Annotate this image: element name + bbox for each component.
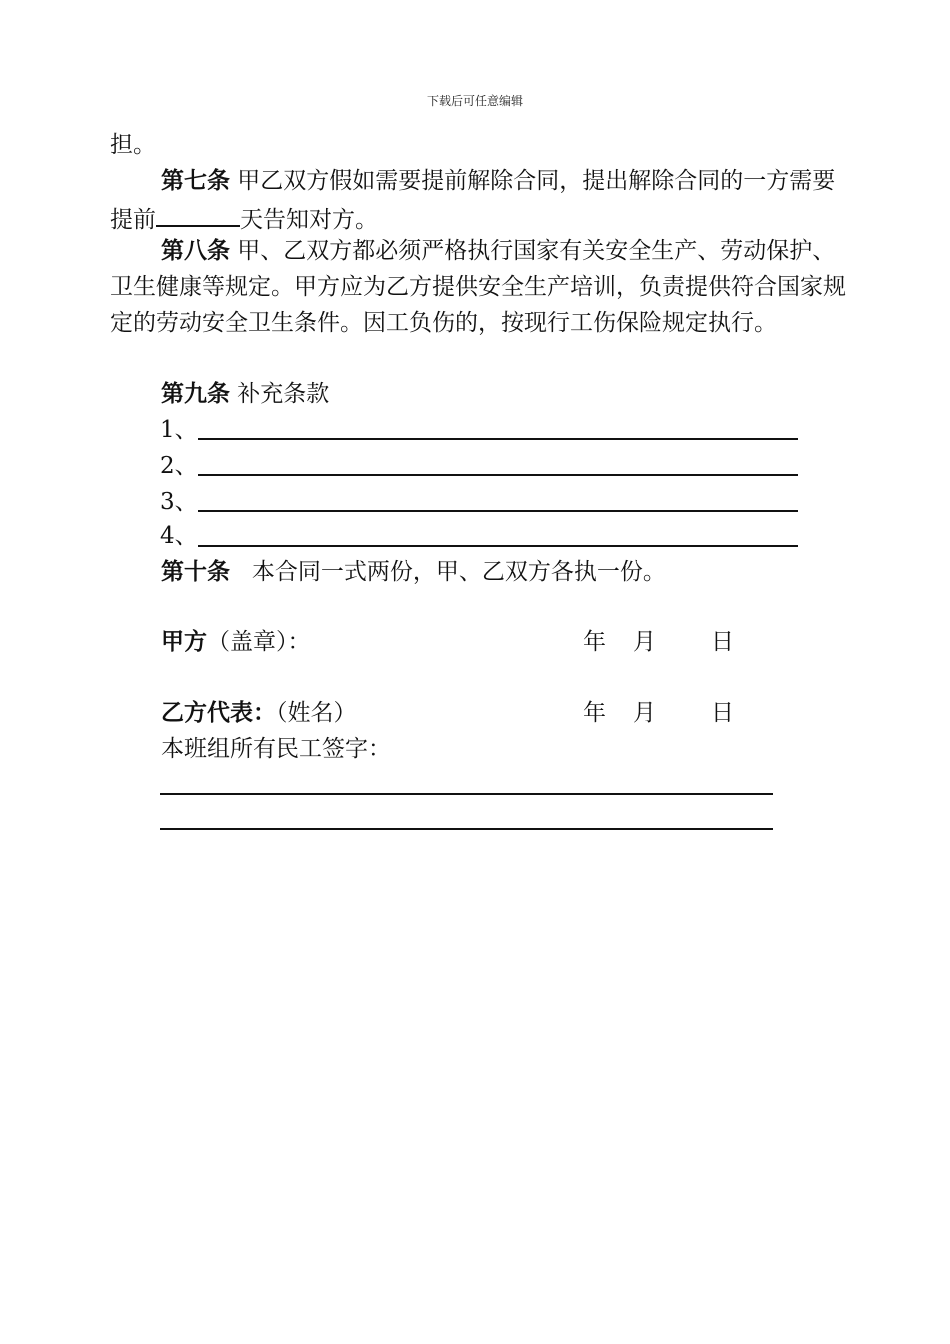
- party-b-day: 日: [711, 700, 734, 726]
- clause-item: [160, 412, 198, 448]
- clause-blank-line[interactable]: [198, 545, 798, 547]
- page-header: 下载后可任意编辑: [426, 94, 523, 108]
- article-8: [110, 233, 850, 341]
- clause-blank-line[interactable]: [198, 510, 798, 512]
- clause-item: [160, 518, 198, 554]
- clause-number: 2、: [160, 453, 198, 479]
- clause-number: 3、: [160, 489, 198, 515]
- party-b-note: （姓名）: [276, 700, 357, 726]
- article-9-text: 补充条款: [230, 381, 330, 407]
- clause-item: [160, 448, 198, 484]
- clause-number: 4、: [160, 523, 198, 549]
- clause-blank-line[interactable]: [198, 474, 798, 476]
- party-a-month: 月: [633, 629, 656, 655]
- article-8-text: 甲、乙双方都必须严格执行国家有关安全生产、劳动保护、卫生健康等规定。甲方应为乙方提供安全生产培训，负责提供符合国家规定的劳动安全卫生条件。因工负伤的，按现行工伤保险规定执行。: [110, 238, 846, 336]
- article-9-title: 第九条: [161, 380, 230, 407]
- article-7-title: 第七条: [161, 167, 230, 194]
- article-7-text: 甲乙双方假如需要提前解除合同，提出解除合同的一方需要提前: [110, 168, 836, 233]
- clause-item: [160, 484, 198, 520]
- party-b-label: 乙方代表：: [161, 699, 276, 726]
- party-a-day: 日: [711, 629, 734, 655]
- clause-blank-line[interactable]: [198, 438, 798, 440]
- article-9: [110, 376, 850, 412]
- party-b-line: [161, 695, 357, 731]
- article-8-title: 第八条: [161, 237, 230, 264]
- article-10: [110, 554, 850, 590]
- days-blank[interactable]: [156, 199, 240, 227]
- party-a-note: （盖章）：: [207, 629, 311, 655]
- party-b-year: 年: [583, 700, 606, 726]
- signature-line[interactable]: [160, 828, 773, 830]
- continuation-text: 担。: [110, 132, 156, 158]
- clause-number: 1、: [160, 417, 198, 443]
- party-a-line: [161, 624, 311, 660]
- article-7: [110, 163, 850, 238]
- party-b-month: 月: [633, 700, 656, 726]
- signatures-label: 本班组所有民工签字：: [161, 736, 391, 762]
- article-10-title: 第十条: [161, 558, 230, 585]
- signature-line[interactable]: [160, 793, 773, 795]
- article-10-text: 本合同一式两份，甲、乙双方各执一份。: [230, 559, 666, 585]
- party-a-year: 年: [583, 629, 606, 655]
- party-a-label: 甲方: [161, 628, 207, 655]
- article-7-text-end: 天告知对方。: [240, 207, 378, 233]
